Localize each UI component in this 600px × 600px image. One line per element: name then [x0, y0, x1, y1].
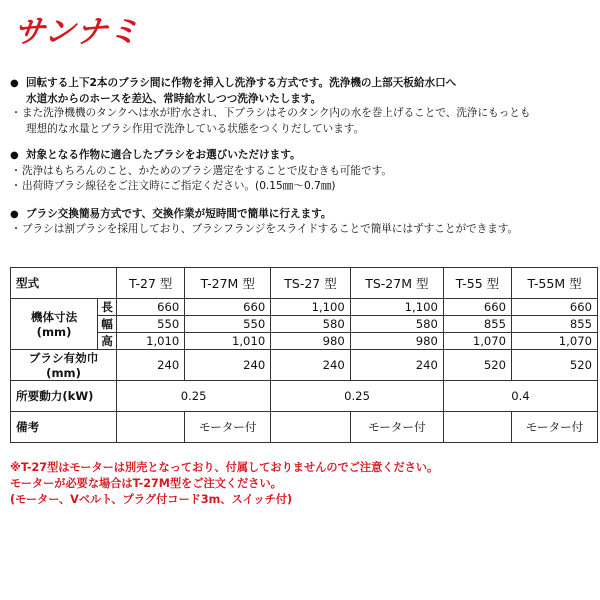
feature-note: 出荷時ブラシ線径をご注文時にご指定ください。(0.15㎜～0.7㎜) — [22, 180, 336, 192]
caution-note: (モーター、Vベルト、プラグ付コード3m、スイッチ付) — [10, 493, 293, 506]
model-name: TS-27M 型 — [350, 268, 443, 299]
bullet-icon: ● — [10, 78, 19, 89]
feature-note: また洗浄機機のタンクへは水が貯水され、下ブラシはそのタンク内の水を巻上げることで、洗浄にもっとも — [22, 107, 531, 119]
table-cell: 240 — [350, 350, 443, 381]
feature-brush-selection — [10, 148, 595, 195]
feature-heading: 水道水からのホースを差込、常時給水しつつ洗浄いたします。 — [26, 92, 322, 105]
note-mark-icon: ・ — [11, 108, 21, 119]
table-cell: モーター付 — [185, 412, 271, 443]
bullet-icon: ● — [10, 150, 19, 161]
table-cell: 1,010 — [117, 333, 185, 350]
power-row — [11, 381, 598, 412]
table-cell: 980 — [350, 333, 443, 350]
table-cell: 580 — [350, 316, 443, 333]
model-name: TS-27 型 — [271, 268, 351, 299]
table-cell: 660 — [117, 299, 185, 316]
table-cell: 980 — [271, 333, 351, 350]
table-cell: 520 — [443, 350, 511, 381]
table-cell: 240 — [117, 350, 185, 381]
model-name: T-55 型 — [443, 268, 511, 299]
table-cell: 660 — [443, 299, 511, 316]
brush-width-row — [11, 350, 598, 381]
table-cell: 1,070 — [443, 333, 511, 350]
note-mark-icon: ・ — [11, 181, 21, 192]
model-name: T-27M 型 — [185, 268, 271, 299]
caution-note: ※T-27型はモーターは別売となっており、付属しておりませんのでご注意ください。 — [10, 461, 439, 474]
table-cell — [443, 412, 511, 443]
feature-note: ブラシは割ブラシを採用しており、ブラシフランジをスライドすることで簡単にはずすことができます。 — [22, 223, 519, 235]
table-cell — [117, 412, 185, 443]
table-cell: 1,100 — [350, 299, 443, 316]
feature-brush-exchange — [10, 207, 595, 238]
feature-note: 理想的な水量とブラシ作用で洗浄している状態をつくりだしています。 — [26, 122, 365, 135]
dimension-row-width — [11, 316, 598, 333]
dimension-row-height — [11, 333, 598, 350]
spec-header-row — [11, 268, 598, 299]
dimension-sub-label: 幅 — [98, 316, 117, 333]
table-cell: 0.25 — [271, 381, 444, 412]
feature-washing-method — [10, 76, 595, 136]
model-name: T-27 型 — [117, 268, 185, 299]
remarks-row — [11, 412, 598, 443]
brand-logo: サンナミ — [11, 14, 142, 50]
power-label: 所要動力(kW) — [11, 381, 117, 412]
table-cell: 240 — [271, 350, 351, 381]
caution-note: モーターが必要な場合はT-27M型をご注文ください。 — [10, 477, 282, 490]
feature-heading: 対象となる作物に適合したブラシをお選びいただけます。 — [26, 149, 301, 161]
table-cell: モーター付 — [512, 412, 598, 443]
table-cell: 580 — [271, 316, 351, 333]
remarks-label: 備考 — [11, 412, 117, 443]
table-cell: 550 — [117, 316, 185, 333]
bullet-icon: ● — [10, 208, 19, 220]
feature-heading: ブラシ交換簡易方式です、交換作業が短時間で簡単に行えます。 — [26, 207, 332, 220]
feature-description — [10, 76, 595, 250]
table-cell: 1,010 — [185, 333, 271, 350]
table-cell: 855 — [443, 316, 511, 333]
dimension-sub-label: 長 — [98, 299, 117, 316]
table-cell: 1,070 — [512, 333, 598, 350]
table-cell: モーター付 — [350, 412, 443, 443]
spec-table — [10, 267, 598, 443]
model-header-label: 型式 — [11, 268, 117, 299]
dimension-sub-label: 高 — [98, 333, 117, 350]
table-cell: 520 — [512, 350, 598, 381]
note-mark-icon: ・ — [11, 165, 21, 177]
table-cell: 550 — [185, 316, 271, 333]
table-cell — [271, 412, 351, 443]
caution-notes — [10, 460, 595, 508]
brush-width-label: ブラシ有効巾 (mm) — [11, 350, 117, 381]
model-name: T-55M 型 — [512, 268, 598, 299]
feature-heading: 回転する上下2本のブラシ間に作物を挿入し洗浄する方式です。洗浄機の上部天板給水口へ — [26, 77, 457, 89]
dimension-row-length — [11, 299, 598, 316]
table-cell: 1,100 — [271, 299, 351, 316]
table-cell: 660 — [185, 299, 271, 316]
table-cell: 240 — [185, 350, 271, 381]
dimension-label: 機体寸法 (mm) — [11, 299, 98, 350]
feature-note: 洗浄はもちろんのこと、かためのブラシ選定をすることで皮むきも可能です。 — [22, 164, 392, 177]
table-cell: 0.4 — [443, 381, 597, 412]
note-mark-icon: ・ — [11, 224, 21, 235]
table-cell: 0.25 — [117, 381, 271, 412]
table-cell: 855 — [512, 316, 598, 333]
table-cell: 660 — [512, 299, 598, 316]
